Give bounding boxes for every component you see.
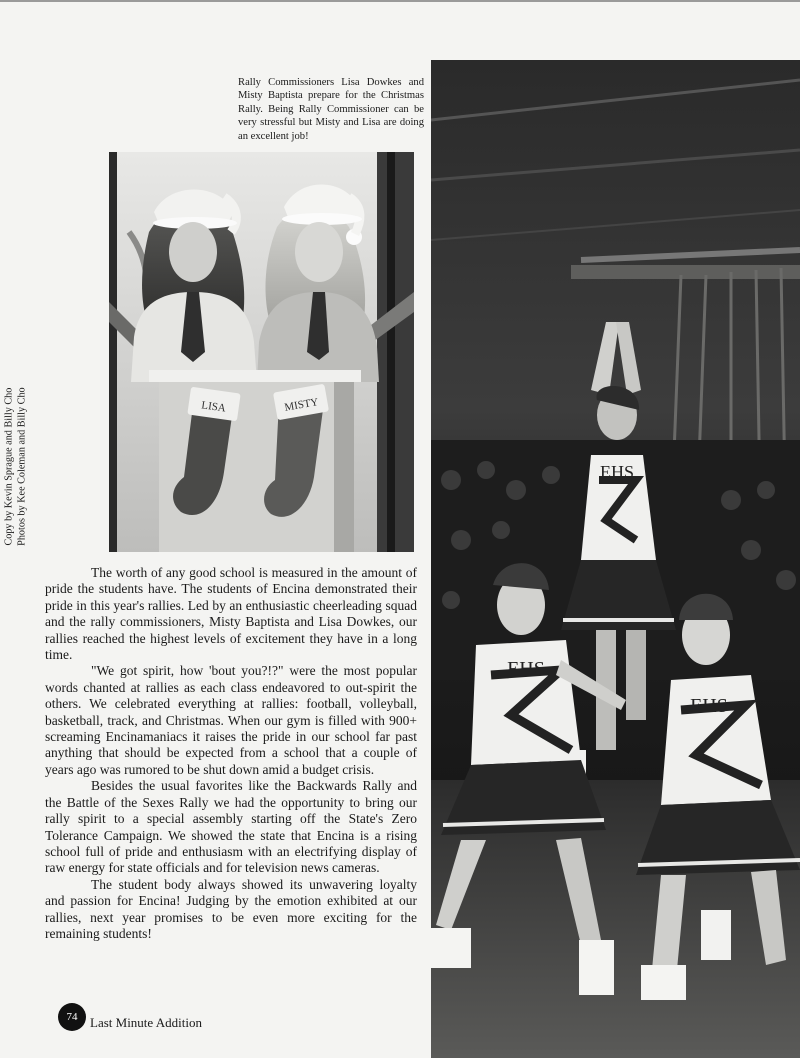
photo-credits	[3, 309, 28, 625]
cheerleaders-photo	[431, 60, 800, 1058]
article-paragraph: Besides the usual favorites like the Backwards Rally and the Battle of the Sexes Rally we had the opportunity to bring our rally spirit to a special assembly starting off the State's Zero Tolerance Campaign. We showed the state that Encina is a rising school full of pride and enthusiasm with an electrifying display of raw energy for state officials and for television news cameras.	[45, 778, 417, 876]
photo-credit: Photos by Kee Coleman and Billy Cho	[16, 387, 27, 546]
article-paragraph: The student body always showed its unwavering loyalty and passion for Encina! Judging by the emotion exhibited at our rallies, next year promises to be even more exciting for the remaining students!	[45, 876, 417, 941]
uniform-letters-left: EHS	[507, 658, 545, 680]
article-paragraph: "We got spirit, how 'bout you?!?" were the most popular words chanted at rallies as each class endeavored to out-spirit the others. We celebrated everything at rallies: football, volleyball, basketball, track, and Christmas. When our gym is filled with 900+ screaming Encinamaniacs it raises the pride in our school far past anything that should be expected from a school that a couple of years ago was rumored to be shut down amid a budget crisis.	[45, 663, 417, 777]
uniform-letters-right: EHS	[690, 695, 728, 717]
page-number: 74	[58, 1003, 86, 1031]
commissioners-photo	[109, 152, 414, 552]
section-title: Last Minute Addition	[90, 1015, 202, 1030]
article-paragraph: The worth of any good school is measured in the amount of pride the students have. The students of Encina demonstrated their pride in this year's rallies. Led by an enthusiastic cheerleading squad and the rally commissioners, Misty Baptista and Lisa Dowkes, our rallies reached the highest levels of excitement they have in a long time.	[45, 565, 417, 663]
stocking-label-right: MISTY	[283, 396, 320, 414]
copy-credit: Copy by Kevin Sprague and Billy Cho	[3, 387, 15, 546]
top-rule	[0, 0, 800, 2]
article-body	[45, 565, 417, 942]
stocking-label-left: LISA	[200, 399, 227, 415]
uniform-letters-top: EHS	[599, 462, 635, 482]
photo-caption: Rally Commissioners Lisa Dowkes and Misty Baptista prepare for the Christmas Rally. Being Rally Commissioner can be very stressful but Misty and Lisa are doing an excellent job!	[238, 77, 424, 142]
